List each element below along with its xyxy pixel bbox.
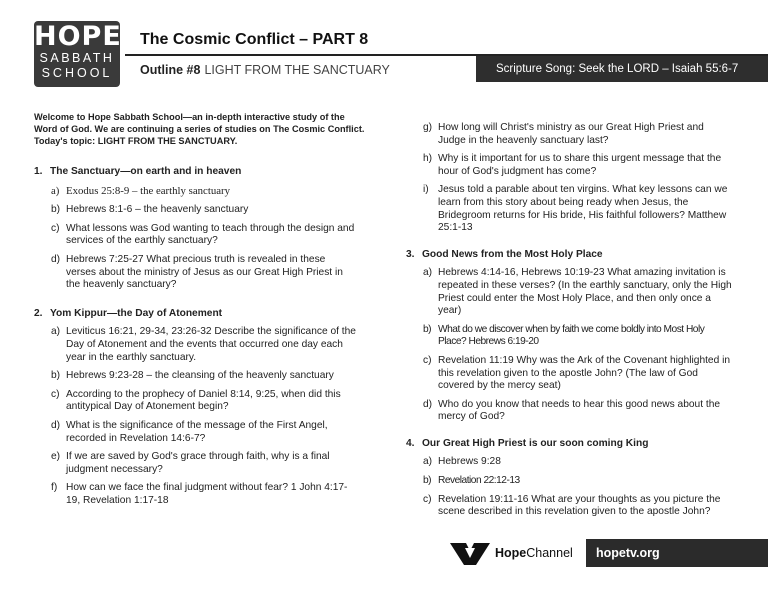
logo-line-3: SCHOOL bbox=[41, 66, 113, 80]
section-title: 3. Good News from the Most Holy Place bbox=[406, 248, 603, 260]
section-2 bbox=[34, 308, 356, 508]
list-item: d) Who do you know that needs to hear this good news about the mercy of God? bbox=[423, 398, 721, 423]
list-item: b) What do we discover when by faith we come boldly into Most Holy Place? Hebrews 6:19-20 bbox=[423, 323, 705, 348]
list-item: c) According to the prophecy of Daniel 8:14, 9:25, when did this antitypical Day of Atonement begin? bbox=[51, 388, 341, 413]
section-3 bbox=[406, 249, 732, 424]
list-item: i) Jesus told a parable about ten virgins. What key lessons can we learn from this story about being ready when Jesus, the Bridegroom returns for His bride, His faithful followers? Matthew 25:1-13 bbox=[423, 184, 728, 234]
list-item: c) Revelation 19:11-16 What are your thoughts as you picture the scene described in this revelation given to the apostle John? bbox=[423, 493, 721, 518]
page-title: The Cosmic Conflict – PART 8 bbox=[140, 31, 369, 48]
list-item: c) What lessons was God wanting to teach through the design and services of the earthly sanctuary? bbox=[51, 222, 355, 247]
list-item: a) Leviticus 16:21, 29-34, 23:26-32 Describe the significance of the Day of Atonement and the events that occurred one day each year in the earthly sanctuary. bbox=[51, 326, 356, 363]
hope-sabbath-school-logo bbox=[34, 21, 120, 87]
section-2-continued bbox=[406, 122, 732, 235]
list-item: d) What is the significance of the message of the First Angel, recorded in Revelation 14:6-7? bbox=[51, 419, 328, 444]
left-column bbox=[34, 166, 356, 507]
list-item: d) Hebrews 7:25-27 What precious truth is revealed in these verses about the ministry of Jesus as our Great High Priest in the heavenly sanctuary? bbox=[51, 253, 343, 291]
list-item: h) Why is it important for us to share this urgent message that the hour of God's judgment has come? bbox=[423, 153, 722, 177]
list-item: a) Exodus 25:8-9 – the earthly sanctuary bbox=[51, 184, 231, 197]
brand-bold: Hope bbox=[495, 546, 527, 560]
scripture-song-bar: Scripture Song: Seek the LORD – Isaiah 55:6-7 bbox=[476, 56, 768, 82]
brand-rest: Channel bbox=[526, 546, 573, 560]
section-title: 2. Yom Kippur—the Day of Atonement bbox=[34, 307, 223, 319]
intro-paragraph: Welcome to Hope Sabbath School—an in-depth interactive study of the Word of God. We are continuing a series of studies on The Cosmic Conflict. Today's topic: LIGHT FROM THE SANCTUARY. bbox=[34, 112, 365, 146]
list-item: b) Hebrews 9:23-28 – the cleansing of the heavenly sanctuary bbox=[51, 370, 334, 382]
outline-heading bbox=[140, 63, 390, 77]
list-item: f) How can we face the final judgment without fear? 1 John 4:17-19, Revelation 1:17-18 bbox=[51, 482, 348, 506]
section-1 bbox=[34, 166, 356, 292]
list-item: c) Revelation 11:19 Why was the Ark of the Covenant highlighted in this revelation given to the apostle John? (The law of God covered by the mercy seat) bbox=[423, 354, 731, 392]
list-item: a) Hebrews 9:28 bbox=[423, 456, 501, 468]
website-link[interactable]: hopetv.org bbox=[586, 539, 768, 567]
logo-line-2: SABBATH bbox=[39, 51, 115, 65]
list-item: e) If we are saved by God's grace through faith, why is a final judgment necessary? bbox=[51, 451, 330, 475]
section-4 bbox=[406, 438, 732, 519]
hope-channel-logo-icon bbox=[448, 539, 492, 567]
list-item: b) Hebrews 8:1-6 – the heavenly sanctuary bbox=[51, 204, 249, 216]
outline-topic: LIGHT FROM THE SANCTUARY bbox=[204, 63, 390, 77]
right-column bbox=[406, 122, 732, 519]
outline-label: Outline #8 bbox=[140, 63, 201, 77]
hope-channel-brand bbox=[495, 546, 573, 560]
list-item: g) How long will Christ's ministry as our Great High Priest and Judge in the heavenly sanctuary last? bbox=[423, 122, 704, 146]
section-title: 4. Our Great High Priest is our soon coming King bbox=[406, 437, 649, 449]
logo-line-1: HOPE bbox=[34, 21, 122, 52]
list-item: a) Hebrews 4:14-16, Hebrews 10:19-23 What amazing invitation is repeated in these verses? (In the earthly sanctuary, only the High Priest could enter the Most Holy Place, and then only once a year) bbox=[423, 267, 732, 317]
list-item: b) Revelation 22:12-13 bbox=[423, 475, 520, 487]
section-title: 1. The Sanctuary—on earth and in heaven bbox=[34, 166, 242, 177]
